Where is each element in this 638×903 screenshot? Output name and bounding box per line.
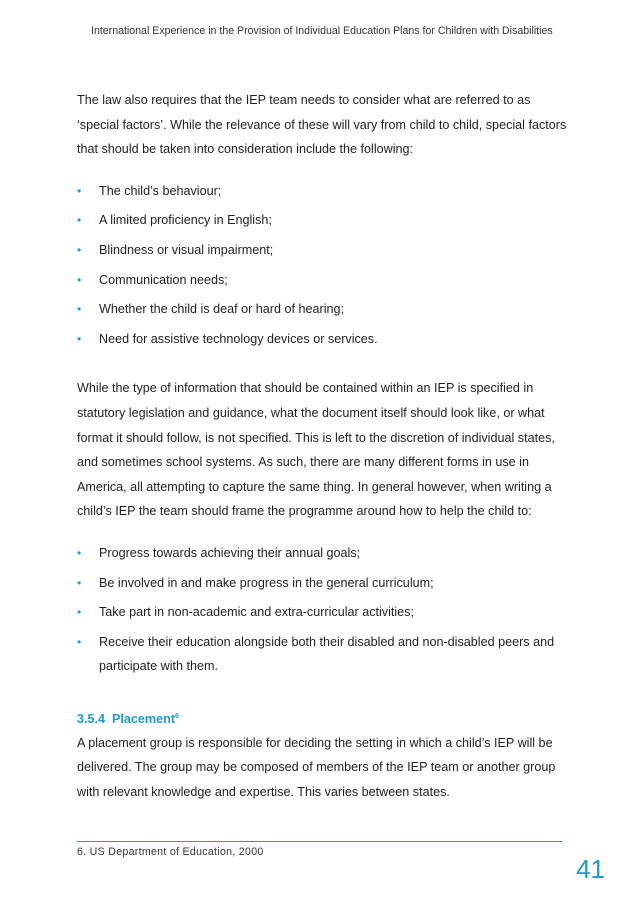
bullet-icon: • <box>77 634 82 649</box>
special-factors-list <box>77 179 567 352</box>
list-item: • Blindness or visual impairment; <box>77 238 567 263</box>
bullet-icon: • <box>77 242 82 257</box>
footnote: 6. US Department of Education, 2000 <box>77 846 264 858</box>
bullet-icon: • <box>77 213 82 228</box>
list-item: • Take part in non-academic and extra-curricular activities; <box>77 600 567 625</box>
bullet-icon: • <box>77 331 82 346</box>
list-item: • A limited proficiency in English; <box>77 208 567 233</box>
list-item: • Need for assistive technology devices or services. <box>77 327 567 352</box>
footnote-reference[interactable]: 6 <box>175 712 179 720</box>
list-item: • Be involved in and make progress in the general curriculum; <box>77 571 567 596</box>
list-item: • Progress towards achieving their annual goals; <box>77 541 567 566</box>
section-heading <box>77 707 567 731</box>
programme-goals-list <box>77 541 567 679</box>
bullet-icon: • <box>77 575 82 590</box>
paragraph-special-factors: The law also requires that the IEP team needs to consider what are referred to as ‘special factors’. While the relevance of these will vary from child to child, special factors that should be taken into consideration include the following: <box>77 93 567 157</box>
paragraph-placement: A placement group is responsible for deciding the setting in which a child’s IEP will be delivered. The group may be composed of members of the IEP team or another group with relevant knowledge and expertise. This varies between states. <box>77 735 556 800</box>
section-title: Placement <box>112 711 176 726</box>
list-item: • Receive their education alongside both their disabled and non-disabled peers and participate with them. <box>77 630 567 679</box>
page-body <box>77 88 567 805</box>
list-item: • Communication needs; <box>77 268 567 293</box>
paragraph-iep-format: While the type of information that should be contained within an IEP is specified in statutory legislation and guidance, what the document itself should look like, or what format it should follow, is not specified. This is left to the discretion of individual states, and sometimes school systems. As such, there are many different forms in use in America, all attempting to capture the same thing. In general however, when writing a child’s IEP the team should frame the programme around how to help the child to: <box>77 381 555 519</box>
page-number: 41 <box>576 854 605 884</box>
section-number: 3.5.4 <box>77 711 106 726</box>
bullet-icon: • <box>77 272 82 287</box>
list-item: • The child’s behaviour; <box>77 179 567 204</box>
bullet-icon: • <box>77 605 82 620</box>
bullet-icon: • <box>77 302 82 317</box>
running-header: International Experience in the Provision of Individual Education Plans for Children with Disabilities <box>91 25 553 37</box>
bullet-icon: • <box>77 545 82 560</box>
list-item: • Whether the child is deaf or hard of hearing; <box>77 297 567 322</box>
bullet-icon: • <box>77 183 82 198</box>
footnote-divider <box>77 841 562 842</box>
